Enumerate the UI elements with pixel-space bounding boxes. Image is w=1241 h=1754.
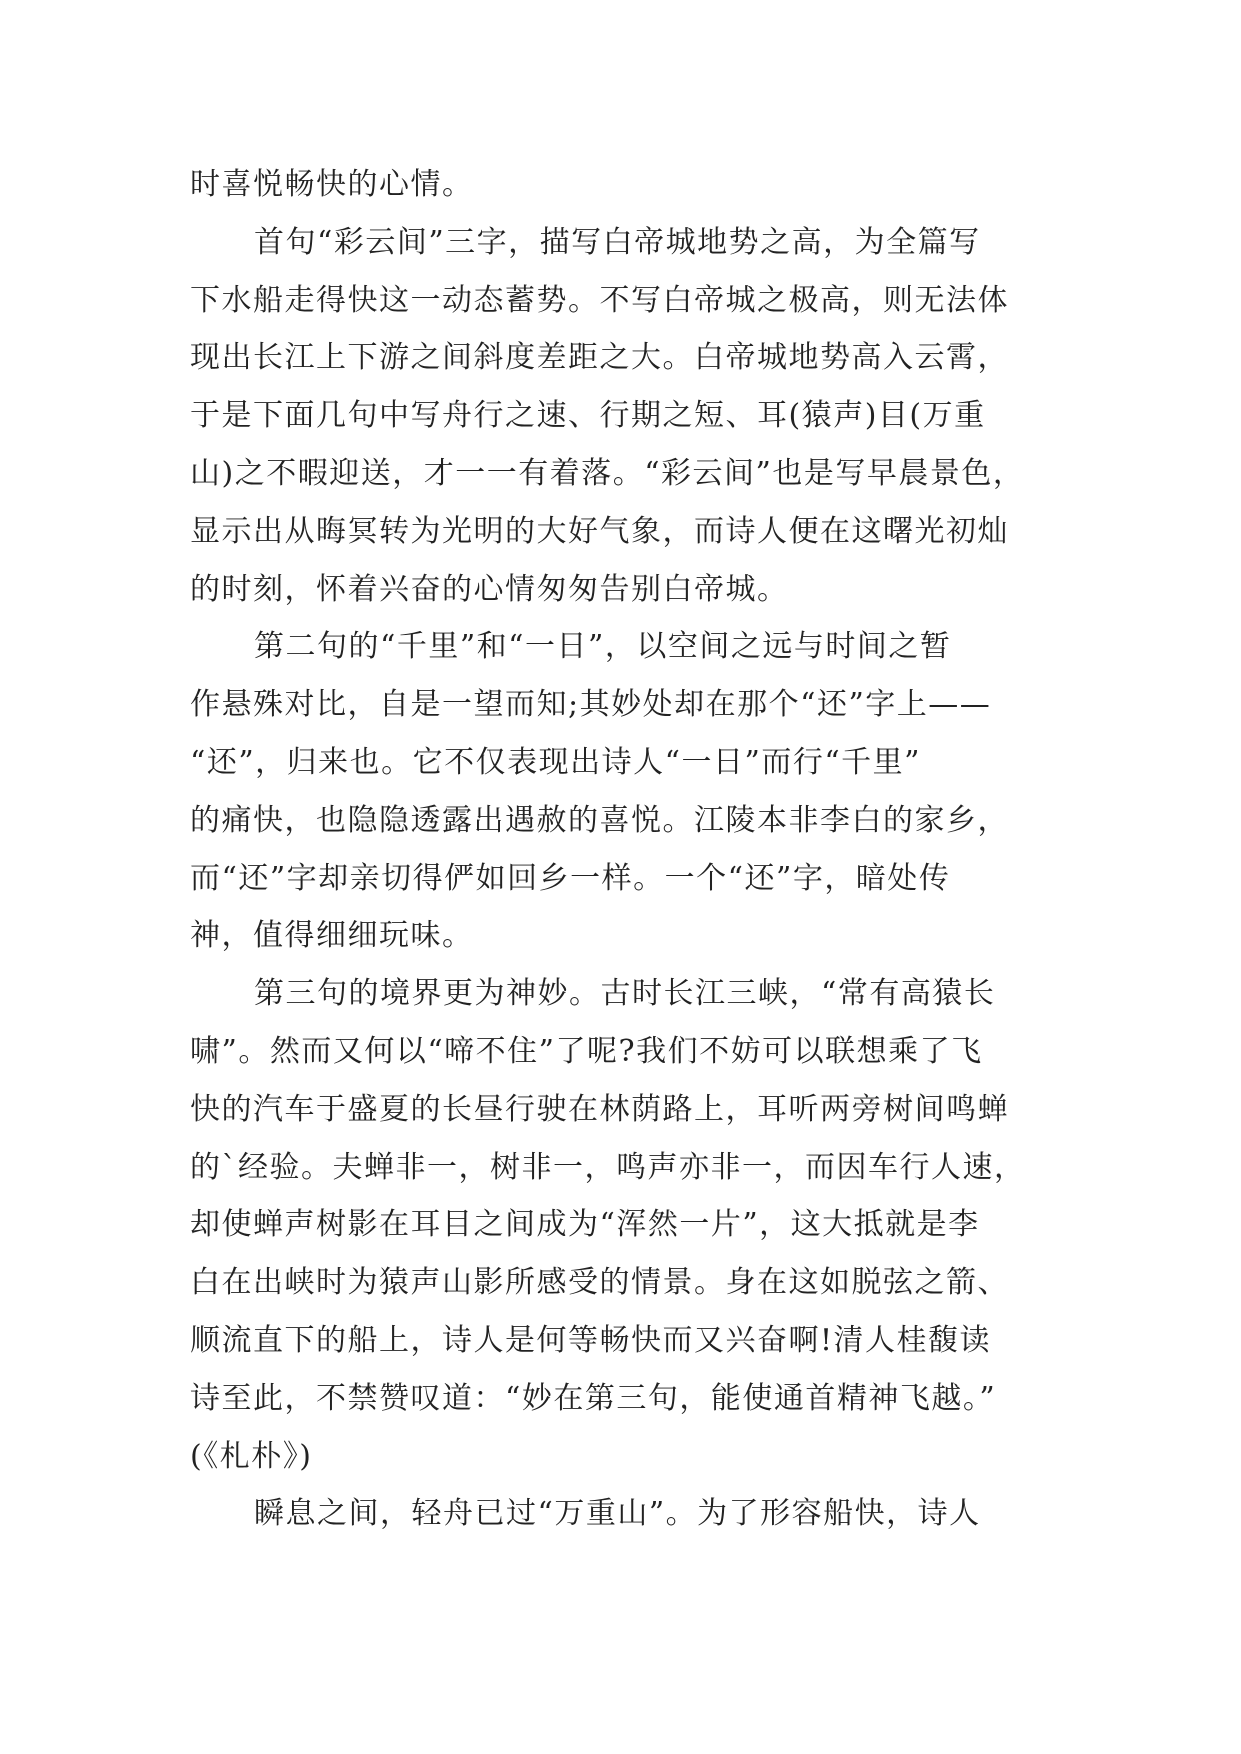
- text-line: 的痛快，也隐隐透露出遇赦的喜悦。江陵本非李白的家乡，: [190, 802, 1009, 838]
- text-line: 于是下面几句中写舟行之速、行期之短、耳(猿声)目(万重: [190, 398, 986, 434]
- text-line: 白在出峡时为猿声山影所感受的情景。身在这如脱弦之箭、: [190, 1265, 1009, 1301]
- paragraph-start-line: 首句“彩云间”三字，描写白帝城地势之高，为全篇写: [254, 224, 981, 260]
- text-line: 神，值得细细玩味。: [190, 918, 474, 954]
- text-line: 时喜悦畅快的心情。: [190, 167, 474, 202]
- text-line: 的时刻，怀着兴奋的心情匆匆告别白帝城。: [190, 571, 789, 607]
- text-line: 诗至此，不禁赞叹道：“妙在第三句，能使通首精神飞越。”: [190, 1380, 997, 1416]
- text-line: 显示出从晦冥转为光明的大好气象，而诗人便在这曙光初灿: [190, 513, 1009, 549]
- body-text: [190, 156, 1050, 1543]
- text-line: 快的汽车于盛夏的长昼行驶在林荫路上，耳听两旁树间鸣蝉: [190, 1091, 1009, 1127]
- text-line: 山)之不暇迎送，才一一有着落。“彩云间”也是写早晨景色，: [190, 455, 1025, 491]
- text-line: 顺流直下的船上，诗人是何等畅快而又兴奋啊!清人桂馥读: [190, 1322, 992, 1358]
- paragraph-start-line: 第三句的境界更为神妙。古时长江三峡，“常有高猿长: [254, 976, 996, 1012]
- text-line: (《札朴》): [190, 1438, 313, 1474]
- text-line: 的`经验。夫蝉非一，树非一，鸣声亦非一，而因车行人速，: [190, 1149, 1026, 1185]
- paragraph-start-line: 第二句的“千里”和“一日”，以空间之远与时间之暂: [254, 629, 952, 665]
- text-line: 现出长江上下游之间斜度差距之大。白帝城地势高入云霄，: [190, 340, 1009, 376]
- text-line: 却使蝉声树影在耳目之间成为“浑然一片”，这大抵就是李: [190, 1207, 980, 1243]
- text-line: 而“还”字却亲切得俨如回乡一样。一个“还”字，暗处传: [190, 860, 951, 896]
- text-line: 啸”。然而又何以“啼不住”了呢?我们不妨可以联想乘了飞: [190, 1033, 983, 1069]
- text-line: “还”，归来也。它不仅表现出诗人“一日”而行“千里”: [190, 744, 922, 780]
- text-line: 下水船走得快这一动态蓄势。不写白帝城之极高，则无法体: [190, 282, 1009, 318]
- paragraph-start-line: 瞬息之间，轻舟已过“万重山”。为了形容船快，诗人: [254, 1496, 981, 1532]
- text-line: 作悬殊对比，自是一望而知;其妙处却在那个“还”字上——: [190, 687, 992, 723]
